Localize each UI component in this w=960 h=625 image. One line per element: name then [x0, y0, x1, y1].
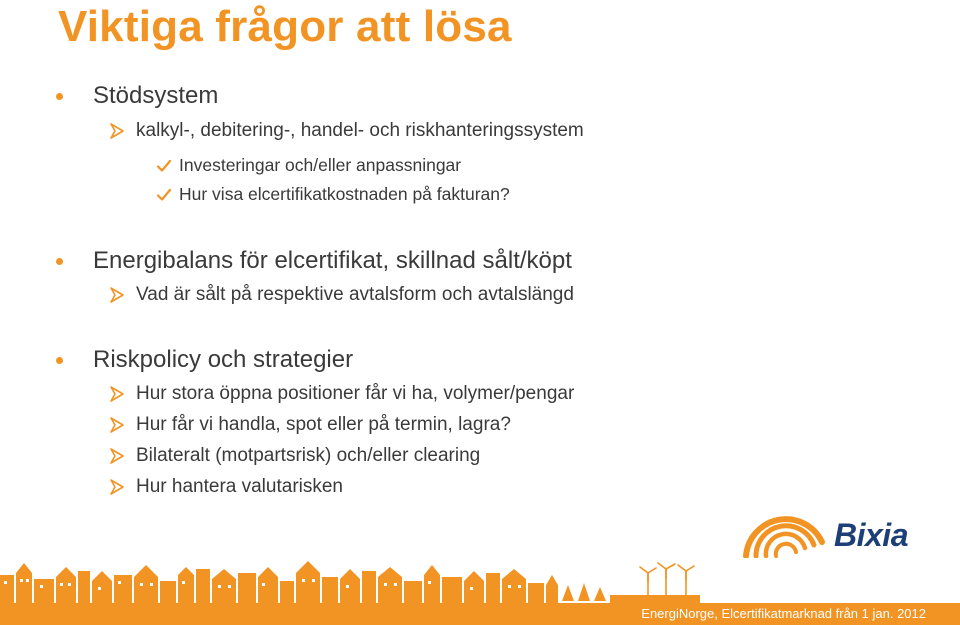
subbullet-text: Bilateralt (motpartsrisk) och/eller clearing [136, 445, 481, 466]
subbullet-text: kalkyl-, debitering-, handel- och riskhanteringssystem [136, 120, 584, 141]
subbullet-bilateral [108, 445, 480, 467]
town-skyline-illustration [0, 555, 700, 603]
checkmark-icon [156, 187, 172, 203]
arrowhead-icon [108, 385, 126, 403]
bixia-logo [742, 510, 922, 560]
bullet-text: Energibalans för elcertifikat, skillnad sålt/köpt [93, 247, 572, 274]
subbullet-text: Vad är sålt på respektive avtalsform och avtalslängd [136, 284, 574, 305]
arrowhead-icon [108, 122, 126, 140]
check-item-text: Investeringar och/eller anpassningar [179, 155, 462, 175]
subbullet-sold [108, 284, 574, 306]
bullet-dot-icon [56, 93, 63, 100]
check-item-text: Hur visa elcertifikatkostnaden på fakturan? [179, 184, 510, 204]
slide-title: Viktiga frågor att lösa [58, 2, 512, 51]
arrowhead-icon [108, 286, 126, 304]
footer-bar [0, 603, 960, 625]
checkmark-icon [156, 158, 172, 174]
subbullet-positions [108, 383, 574, 405]
subbullet-text: Hur får vi handla, spot eller på termin, lagra? [136, 414, 511, 435]
subbullet-text: Hur stora öppna positioner får vi ha, volymer/pengar [136, 383, 575, 404]
bullet-stodsystem [56, 82, 218, 110]
bullet-text: Riskpolicy och strategier [93, 346, 354, 373]
bullet-dot-icon [56, 357, 63, 364]
subbullet-text: Hur hantera valutarisken [136, 476, 343, 497]
subbullet-systems [108, 120, 584, 142]
arrowhead-icon [108, 447, 126, 465]
bullet-riskpolicy [56, 346, 353, 374]
bullet-text: Stödsystem [93, 82, 219, 109]
subbullet-currency [108, 476, 343, 498]
sunrise-arcs-icon [742, 512, 828, 558]
arrowhead-icon [108, 478, 126, 496]
bullet-dot-icon [56, 258, 63, 265]
bullet-energibalans [56, 247, 572, 275]
logo-wordmark: Bixia [834, 516, 908, 553]
arrowhead-icon [108, 416, 126, 434]
check-item-investments [156, 155, 461, 176]
subbullet-trading [108, 414, 511, 436]
footer-text: EnergiNorge, Elcertifikatmarknad från 1 jan. 2012 [641, 606, 926, 621]
check-item-invoice [156, 184, 510, 205]
